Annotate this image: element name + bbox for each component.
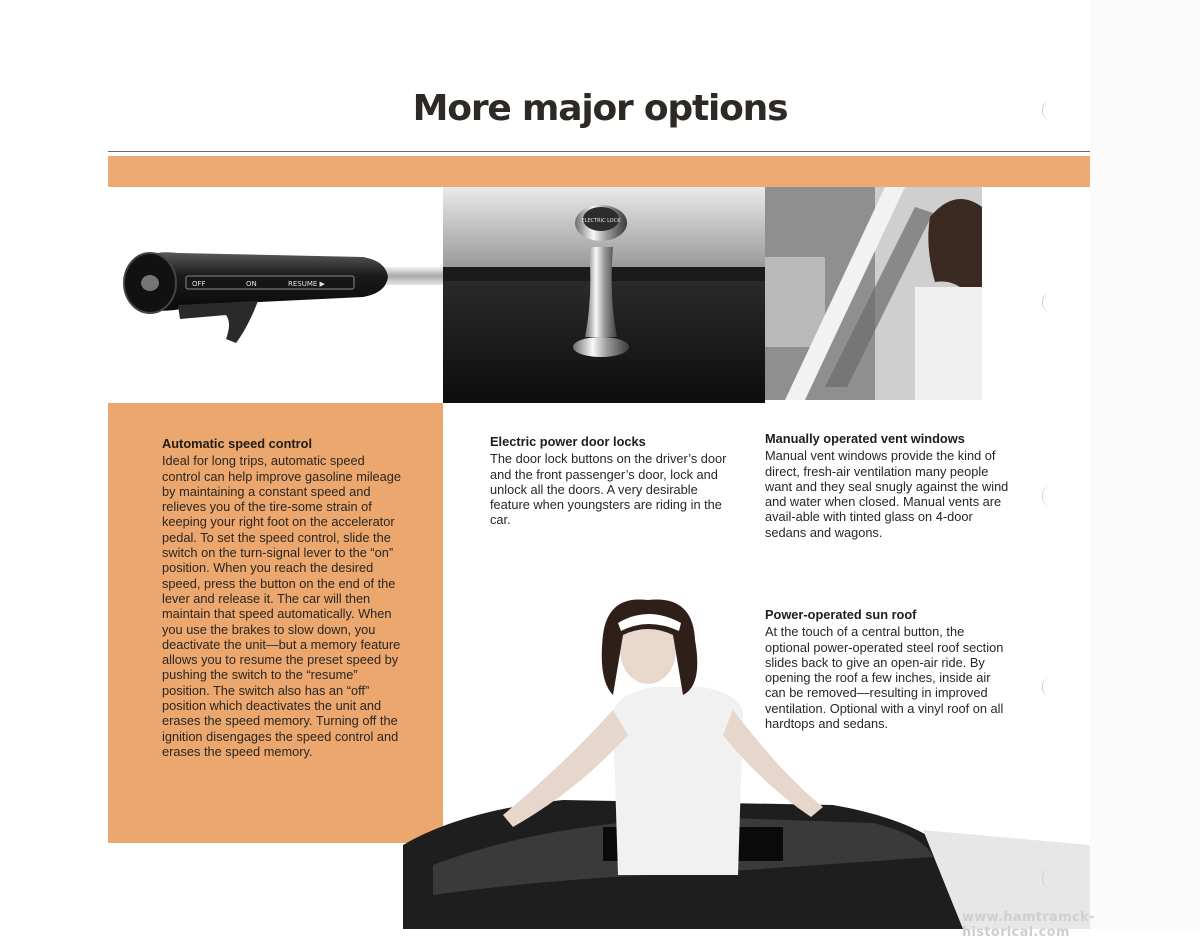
woman-dress [613,687,743,875]
section-heading: Power-operated sun roof [765,607,917,622]
speed-control-photo [108,187,443,403]
section-body: At the touch of a central button, the optional power-operated steel roof section slides back to give an open-air ride. By opening the roof a few inches, inside air can be removed—resulting in improved ventilation. Optional with a vinyl roof on all hardtops and sedans. [765,624,1004,732]
section-speed-control [162,436,402,759]
lever-label-on: ON [246,280,257,288]
door-lock-photo [443,187,765,403]
accent-band [108,156,1090,187]
section-body: The door lock buttons on the driver’s door and the front passenger’s door, lock and unlock all the doors. A very desirable feature when youngsters are riding in the car. [490,451,727,528]
section-vent-windows [765,431,1010,540]
vent-window-illustration [765,187,982,400]
button-emblem-icon [141,275,159,291]
section-heading: Electric power door locks [490,434,646,449]
page-title: More major options [412,88,788,129]
sun-roof-illustration [403,595,1090,929]
lever-grip [178,301,258,343]
lever-label-off: OFF [192,280,206,288]
door-lock-illustration [443,187,765,403]
section-body: Manual vent windows provide the kind of direct, fresh-air ventilation many people want and they seal snugly against the wind and water when closed. Manual vents are avail-able with tinted glass on 4-door sedans and wagons. [765,448,1009,540]
speed-control-lever-illustration [108,187,443,403]
page-edge [1090,0,1200,929]
switch-track [186,276,354,289]
vent-window-photo [765,187,982,400]
site-watermark: www.hamtramck-historical.com [962,910,1095,940]
section-heading: Automatic speed control [162,436,313,451]
lock-knob-label: ELECTRIC LOCK [581,218,621,224]
lever-label-resume: RESUME ▶ [288,280,325,288]
title-rule [108,151,1090,152]
binder-hole-mark [1042,292,1051,312]
lock-bezel [573,337,629,357]
woman-blouse [915,287,982,400]
section-body: Ideal for long trips, automatic speed control can help improve gasoline mileage by maintaining a constant speed and relieves you of the tire-some strain of keeping your right foot on the accelerator pedal. To set the speed control, slide the switch on the turn-signal lever to the “on” position. When you reach the desired speed, press the button on the end of the lever and release it. The car will then maintain that speed automatically. When you use the brakes to slow down, you deactivate the unit—but a memory feature allows you to resume the preset speed by pushing the switch to the “resume” position. The switch also has an “off” position which deactivates the unit and erases the speed memory. Turning off the ignition disengages the speed control and erases the speed memory. [162,453,402,759]
binder-hole-mark [1042,486,1051,506]
sun-roof-photo [403,595,1090,929]
section-heading: Manually operated vent windows [765,431,965,446]
seat-back [765,257,825,347]
section-door-locks [490,434,730,528]
binder-hole-mark [1042,100,1051,120]
binder-hole-mark [1042,868,1051,888]
binder-hole-mark [1042,677,1051,697]
